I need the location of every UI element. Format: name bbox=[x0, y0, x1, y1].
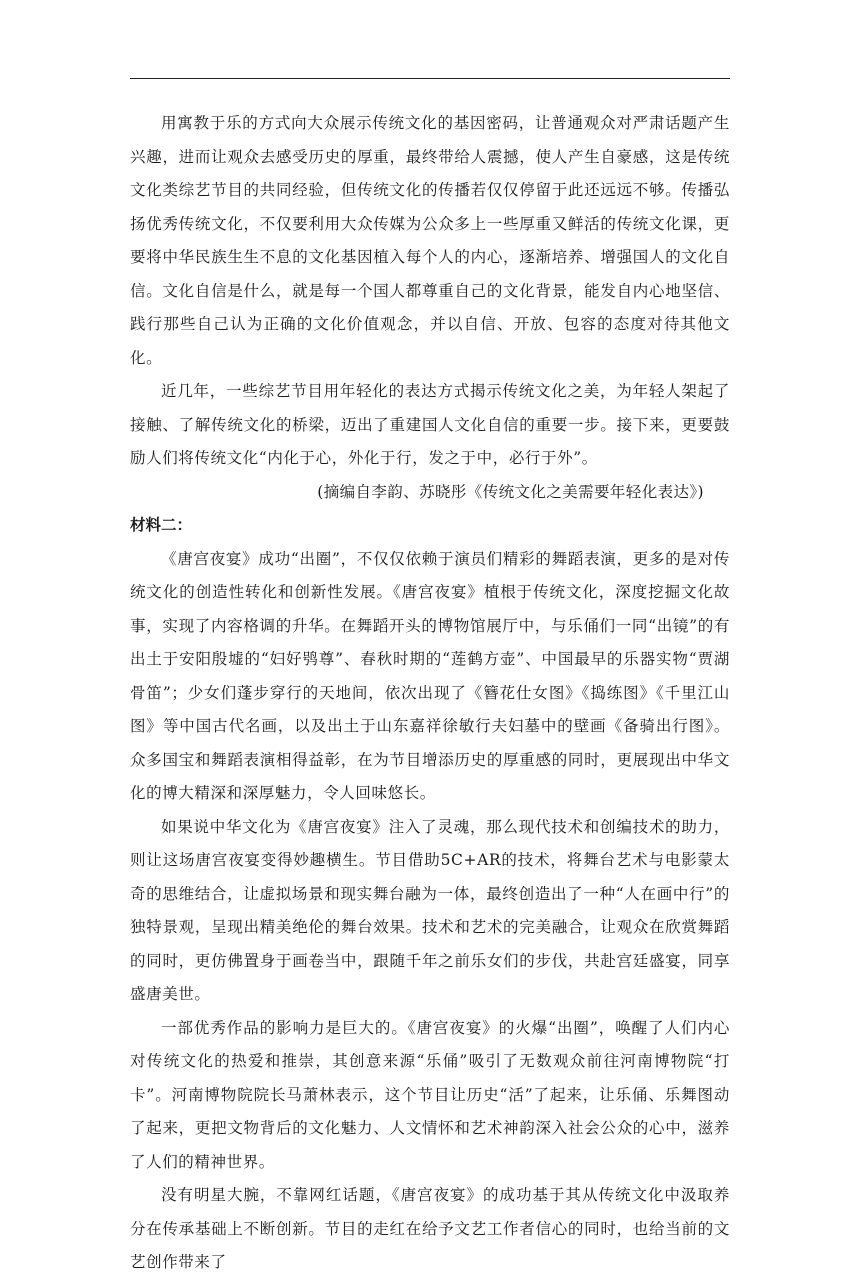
paragraph: 没有明星大腕，不靠网红话题，《唐宫夜宴》的成功基于其从传统文化中汲取养分在传承基础上不断创新。节目的走红在给予文艺工作者信心的同时，也给当前的文艺创作带来了 bbox=[130, 1186, 730, 1271]
article-body bbox=[130, 107, 730, 1280]
paragraph: 如果说中华文化为《唐宫夜宴》注入了灵魂，那么现代技术和创编技术的助力，则让这场唐宫夜宴变得妙趣横生。节目借助5C+AR的技术，将舞台艺术与电影蒙太奇的思维结合，让虚拟场景和现实舞台融为一体，最终创造出了一种“人在画中行”的独特景观，呈现出精美绝伦的舞台效果。技术和艺术的完美融合，让观众在欣赏舞蹈的同时，更仿佛置身于画卷当中，跟随千年之前乐女们的步伐，共赴宫廷盛宴，同享盛唐美世。 bbox=[130, 817, 730, 1003]
paragraph: 一部优秀作品的影响力是巨大的。《唐宫夜宴》的火爆“出圈”，唤醒了人们内心对传统文化的热爱和推崇，其创意来源“乐俑”吸引了无数观众前往河南博物院“打卡”。河南博物院院长马萧林表示，这个节目让历史“活”了起来，让乐俑、乐舞图动了起来，更把文物背后的文化魅力、人文情怀和艺术神韵深入社会公众的心中，滋养了人们的精神世界。 bbox=[130, 1018, 730, 1171]
paragraph: 近几年，一些综艺节目用年轻化的表达方式揭示传统文化之美，为年轻人架起了接触、了解传统文化的桥梁，迈出了重建国人文化自信的重要一步。接下来，更要鼓励人们将传统文化“内化于心，外化于行，发之于中，必行于外”。 bbox=[130, 382, 730, 467]
header-rule bbox=[130, 78, 730, 79]
material-two-heading: 材料二： bbox=[130, 516, 193, 534]
paragraph: 《唐宫夜宴》成功“出圈”，不仅仅依赖于演员们精彩的舞蹈表演，更多的是对传统文化的创造性转化和创新性发展。《唐宫夜宴》植根于传统文化，深度挖掘文化故事，实现了内容格调的升华。在舞蹈开头的博物馆展厅中，与乐俑们一同“出镜”的有出土于安阳殷墟的“妇好鸮尊”、春秋时期的“莲鹤方壶”、中国最早的乐器实物“贾湖骨笛”；少女们蓬步穿行的天地间，依次出现了《簪花仕女图》《捣练图》《千里江山图》等中国古代名画，以及出土于山东嘉祥徐敏行夫妇墓中的壁画《备骑出行图》。众多国宝和舞蹈表演相得益彰，在为节目增添历史的厚重感的同时，更展现出中华文化的博大精深和深厚魅力，令人回味悠长。 bbox=[130, 549, 730, 802]
source-citation: (摘编自李韵、苏晓彤《传统文化之美需要年轻化表达》) bbox=[317, 482, 704, 501]
paragraph: 用寓教于乐的方式向大众展示传统文化的基因密码，让普通观众对严肃话题产生兴趣，进而让观众去感受历史的厚重，最终带给人震撼，使人产生自豪感，这是传统文化类综艺节目的共同经验，但传统文化的传播若仅仅停留于此还远远不够。传播弘扬优秀传统文化，不仅要利用大众传媒为公众多上一些厚重又鲜活的传统文化课，更要将中华民族生生不息的文化基因植入每个人的内心，逐渐培养、增强国人的文化自信。文化自信是什么，就是每一个国人都尊重自己的文化背景，能发自内心地坚信、践行那些自己认为正确的文化价值观念，并以自信、开放、包容的态度对待其他文化。 bbox=[130, 114, 730, 367]
